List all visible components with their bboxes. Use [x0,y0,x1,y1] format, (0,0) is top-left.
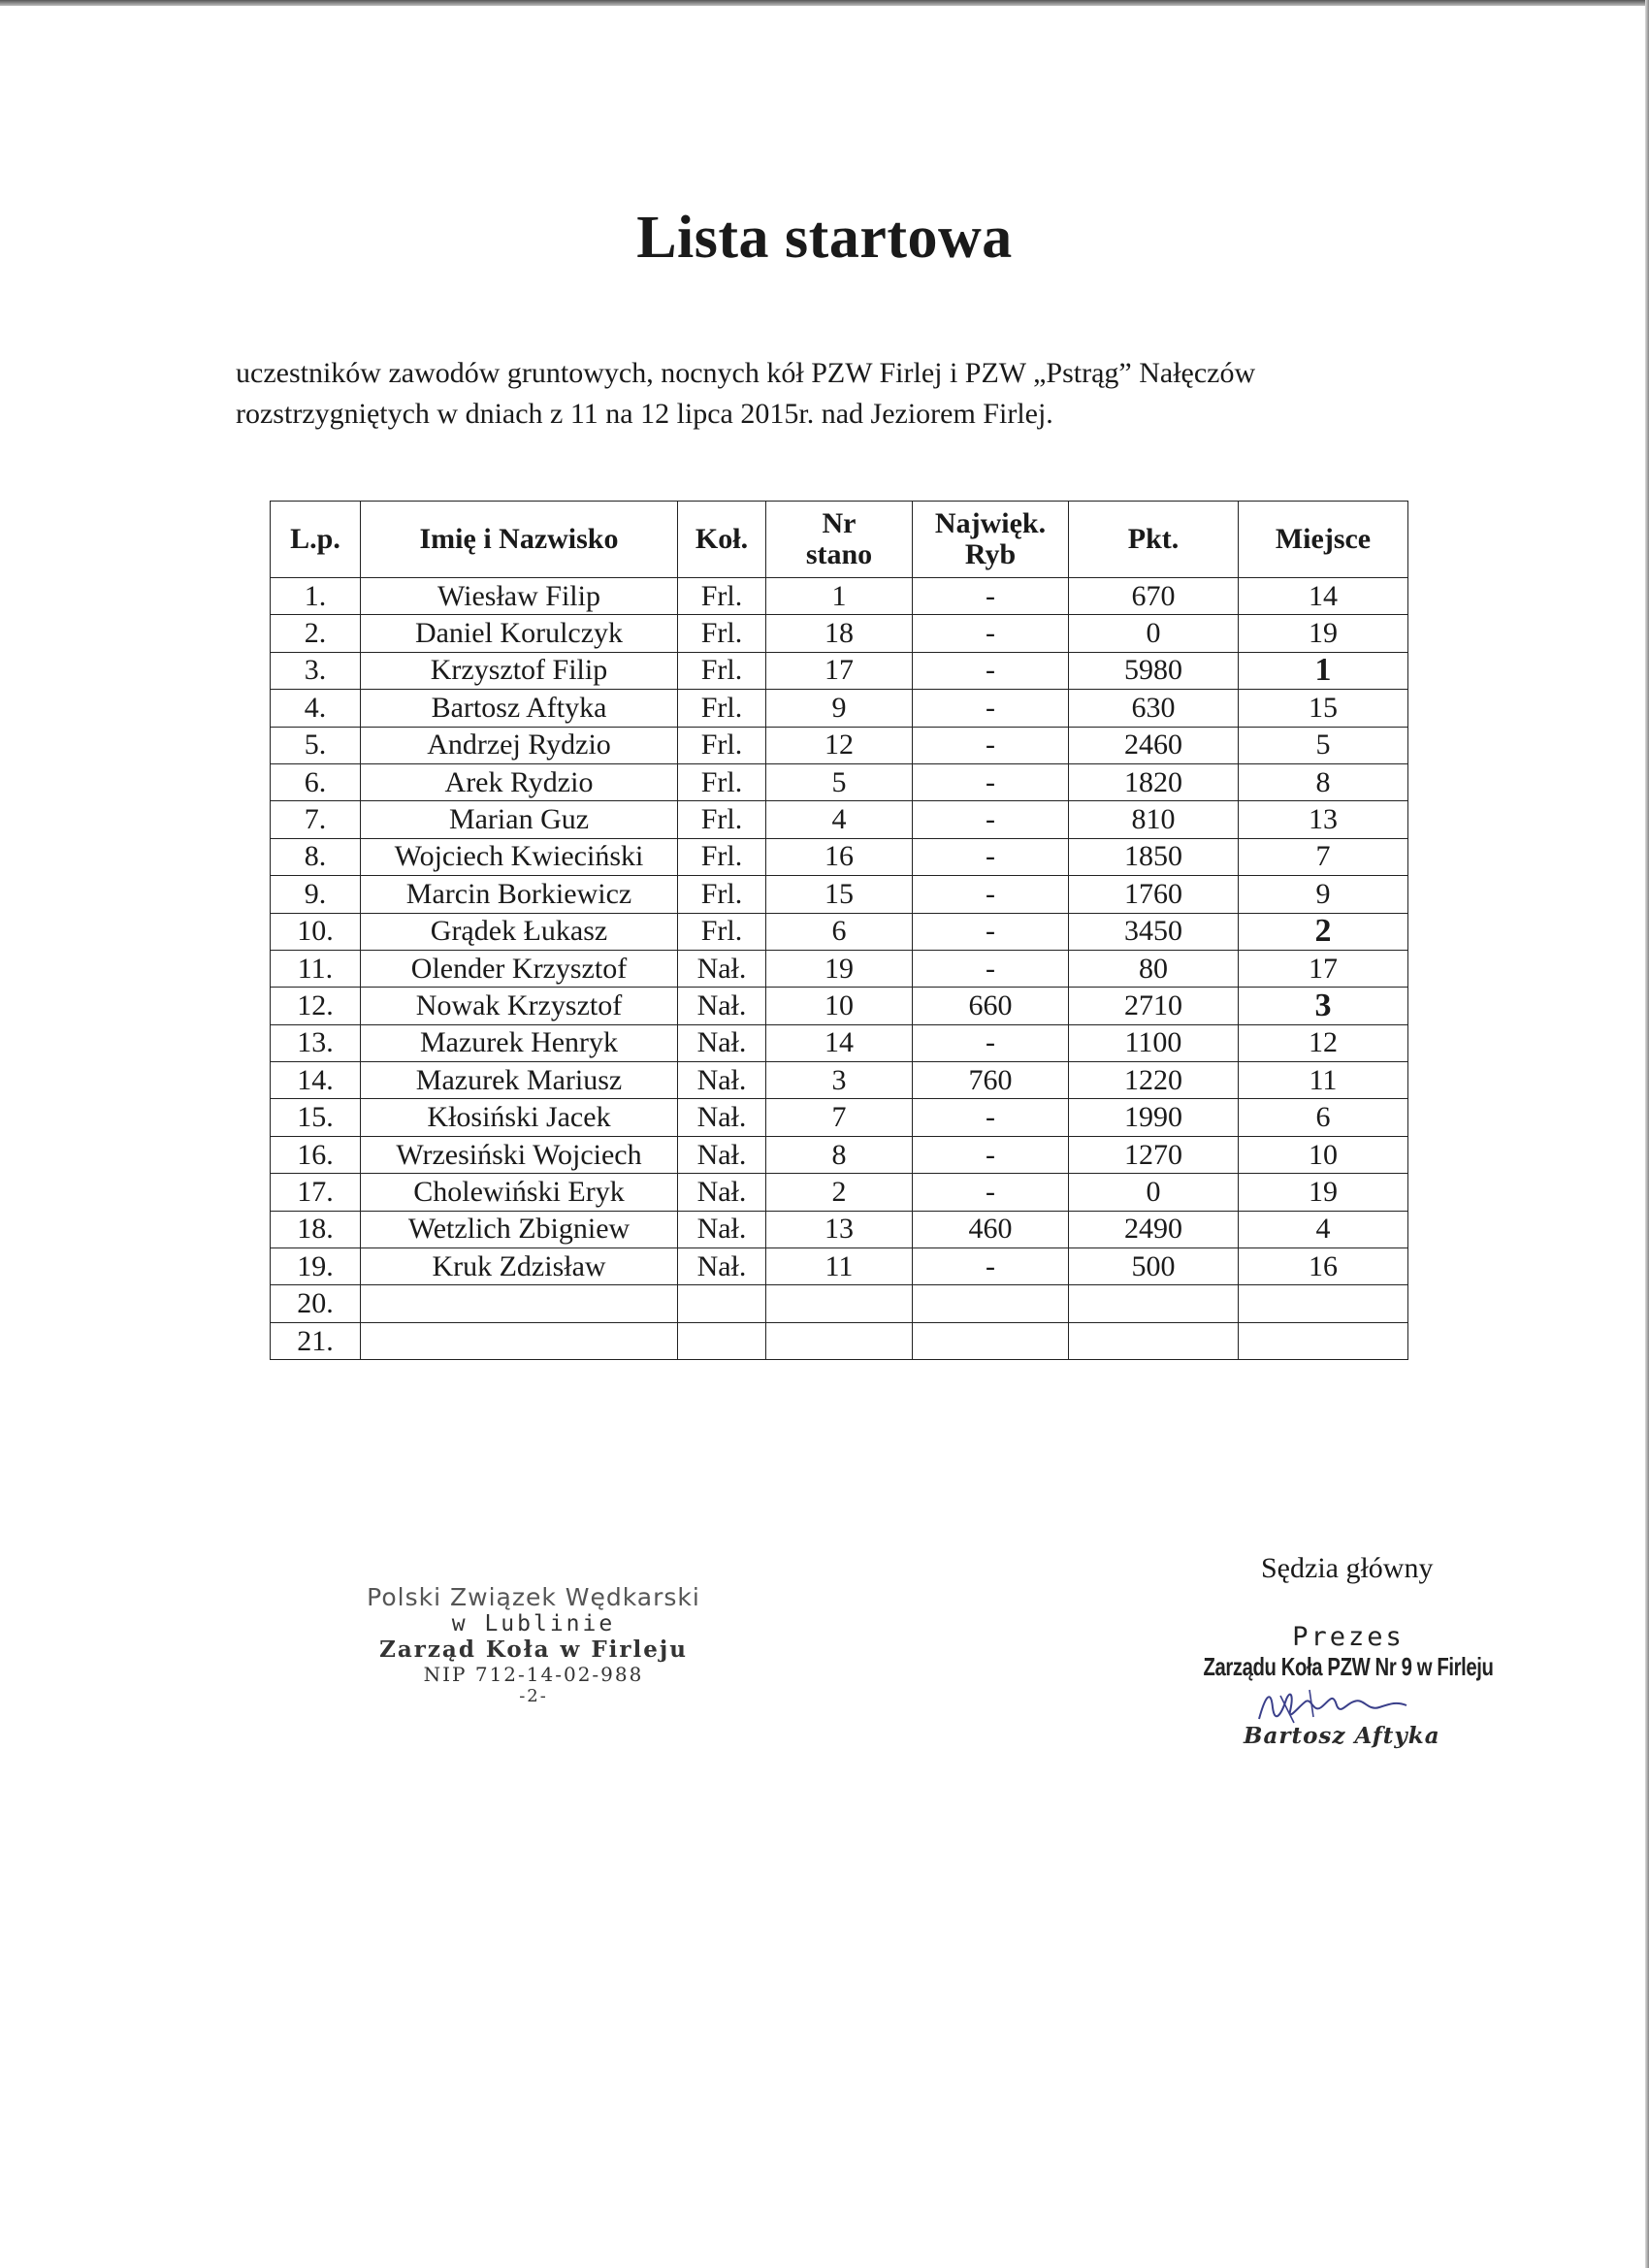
cell-nr [766,1322,913,1359]
table-row [271,801,1408,838]
header-pkt: Pkt. [1069,502,1239,578]
cell-nr: 16 [766,838,913,875]
header-najw-line1: Najwięk. [934,507,1047,539]
cell-miejsce: 4 [1239,1211,1408,1247]
cell-kol: Nał. [678,950,766,987]
cell-miejsce: 6 [1239,1099,1408,1136]
table-row [271,652,1408,689]
cell-lp: 12. [271,988,361,1024]
cell-nr: 10 [766,988,913,1024]
cell-name: Olender Krzysztof [361,950,678,987]
cell-pkt: 670 [1069,578,1239,615]
cell-najw: - [913,1248,1069,1285]
cell-lp: 11. [271,950,361,987]
cell-name [361,1322,678,1359]
cell-pkt: 1820 [1069,763,1239,800]
cell-kol: Frl. [678,801,766,838]
cell-nr [766,1285,913,1322]
cell-lp: 8. [271,838,361,875]
cell-miejsce: 10 [1239,1136,1408,1173]
cell-najw: - [913,578,1069,615]
cell-nr: 5 [766,763,913,800]
cell-najw: 760 [913,1062,1069,1099]
header-najwiek-ryb [913,502,1069,578]
table-row [271,838,1408,875]
cell-nr: 18 [766,615,913,652]
cell-kol: Nał. [678,1099,766,1136]
cell-pkt: 630 [1069,690,1239,727]
cell-miejsce: 19 [1239,1174,1408,1211]
cell-lp: 4. [271,690,361,727]
cell-lp: 9. [271,876,361,913]
cell-name: Wojciech Kwieciński [361,838,678,875]
cell-nr: 2 [766,1174,913,1211]
cell-name: Marcin Borkiewicz [361,876,678,913]
cell-kol: Nał. [678,1136,766,1173]
president-stamp-title: Prezes [1292,1622,1405,1652]
scan-top-edge [0,0,1649,6]
table-row [271,1099,1408,1136]
cell-miejsce: 14 [1239,578,1408,615]
cell-nr: 9 [766,690,913,727]
table-row [271,1062,1408,1099]
table-row [271,615,1408,652]
cell-nr: 7 [766,1099,913,1136]
cell-lp: 10. [271,913,361,950]
intro-line-1: uczestników zawodów gruntowych, nocnych kół PZW Firlej i PZW „Pstrąg” Nałęczów [236,357,1256,389]
cell-pkt [1069,1322,1239,1359]
cell-najw [913,1322,1069,1359]
header-name: Imię i Nazwisko [361,502,678,578]
cell-kol: Frl. [678,652,766,689]
table-row [271,950,1408,987]
results-table [270,501,1408,1360]
cell-nr: 13 [766,1211,913,1247]
cell-najw [913,1285,1069,1322]
cell-name: Cholewiński Eryk [361,1174,678,1211]
cell-najw: - [913,1174,1069,1211]
cell-lp: 15. [271,1099,361,1136]
table-row [271,690,1408,727]
cell-kol: Frl. [678,913,766,950]
cell-miejsce: 7 [1239,838,1408,875]
cell-kol: Frl. [678,876,766,913]
cell-nr: 14 [766,1024,913,1061]
cell-pkt: 3450 [1069,913,1239,950]
cell-nr: 11 [766,1248,913,1285]
cell-name: Kłosiński Jacek [361,1099,678,1136]
document-intro [236,353,1458,435]
table-row [271,876,1408,913]
cell-najw: 460 [913,1211,1069,1247]
cell-miejsce: 5 [1239,727,1408,763]
club-stamp-line-2: w Lublinie [451,1611,616,1636]
cell-nr: 6 [766,913,913,950]
club-stamp-line-5: -2- [519,1686,548,1706]
cell-lp: 13. [271,1024,361,1061]
judge-label: Sędzia główny [1261,1552,1434,1584]
cell-miejsce: 11 [1239,1062,1408,1099]
cell-kol: Nał. [678,1062,766,1099]
cell-name: Daniel Korulczyk [361,615,678,652]
cell-miejsce [1239,1285,1408,1322]
cell-name [361,1285,678,1322]
cell-najw: - [913,801,1069,838]
cell-kol: Frl. [678,763,766,800]
cell-najw: - [913,652,1069,689]
cell-name: Arek Rydzio [361,763,678,800]
cell-miejsce: 8 [1239,763,1408,800]
cell-najw: - [913,615,1069,652]
cell-nr: 1 [766,578,913,615]
cell-lp: 5. [271,727,361,763]
cell-najw: - [913,838,1069,875]
cell-name: Andrzej Rydzio [361,727,678,763]
cell-name: Wetzlich Zbigniew [361,1211,678,1247]
cell-lp: 20. [271,1285,361,1322]
cell-nr: 19 [766,950,913,987]
cell-pkt: 2490 [1069,1211,1239,1247]
cell-lp: 1. [271,578,361,615]
cell-najw: - [913,913,1069,950]
cell-miejsce: 9 [1239,876,1408,913]
cell-najw: - [913,1099,1069,1136]
cell-lp: 16. [271,1136,361,1173]
table-row [271,763,1408,800]
table-row [271,727,1408,763]
table-row [271,913,1408,950]
cell-miejsce: 12 [1239,1024,1408,1061]
cell-lp: 19. [271,1248,361,1285]
cell-name: Wrzesiński Wojciech [361,1136,678,1173]
table-row [271,988,1408,1024]
cell-najw: - [913,1024,1069,1061]
cell-pkt: 5980 [1069,652,1239,689]
header-lp: L.p. [271,502,361,578]
cell-pkt: 810 [1069,801,1239,838]
cell-name: Mazurek Henryk [361,1024,678,1061]
president-name: Bartosz Aftyka [1244,1723,1440,1749]
cell-miejsce: 3 [1239,988,1408,1024]
club-stamp-nip: NIP 712-14-02-988 [423,1663,644,1686]
cell-najw: - [913,950,1069,987]
cell-najw: - [913,1136,1069,1173]
header-miejsce: Miejsce [1239,502,1408,578]
cell-name: Marian Guz [361,801,678,838]
club-stamp [320,1583,747,1706]
cell-nr: 17 [766,652,913,689]
club-stamp-line-1: Polski Związek Wędkarski [367,1583,700,1611]
cell-miejsce [1239,1322,1408,1359]
cell-name: Bartosz Aftyka [361,690,678,727]
cell-nr: 15 [766,876,913,913]
cell-nr: 4 [766,801,913,838]
header-najw-line2: Ryb [964,538,1017,570]
table-row [271,1211,1408,1247]
cell-pkt: 1990 [1069,1099,1239,1136]
cell-name: Krzysztof Filip [361,652,678,689]
cell-kol: Nał. [678,1248,766,1285]
cell-najw: - [913,876,1069,913]
header-kol: Koł. [678,502,766,578]
cell-pkt: 2710 [1069,988,1239,1024]
cell-najw: 660 [913,988,1069,1024]
cell-lp: 3. [271,652,361,689]
table-row [271,1322,1408,1359]
table-row [271,1136,1408,1173]
cell-najw: - [913,727,1069,763]
cell-lp: 14. [271,1062,361,1099]
cell-nr: 8 [766,1136,913,1173]
cell-najw: - [913,763,1069,800]
table-header-row [271,502,1408,578]
header-nr-line2: stano [805,538,873,570]
cell-pkt: 1760 [1069,876,1239,913]
table-row [271,578,1408,615]
cell-pkt: 1220 [1069,1062,1239,1099]
cell-miejsce: 2 [1239,913,1408,950]
cell-pkt: 2460 [1069,727,1239,763]
president-stamp-org: Zarządu Koła PZW Nr 9 w Firleju [1203,1652,1494,1681]
cell-pkt: 80 [1069,950,1239,987]
cell-name: Nowak Krzysztof [361,988,678,1024]
cell-kol: Nał. [678,1211,766,1247]
cell-miejsce: 16 [1239,1248,1408,1285]
table-body [271,578,1408,1360]
cell-lp: 18. [271,1211,361,1247]
cell-pkt: 0 [1069,1174,1239,1211]
cell-name: Wiesław Filip [361,578,678,615]
cell-kol: Nał. [678,988,766,1024]
cell-nr: 12 [766,727,913,763]
cell-name: Grądek Łukasz [361,913,678,950]
cell-pkt: 1270 [1069,1136,1239,1173]
scan-right-edge [1645,0,1649,2268]
cell-najw: - [913,690,1069,727]
cell-pkt [1069,1285,1239,1322]
table-row [271,1024,1408,1061]
intro-line-2: rozstrzygniętych w dniach z 11 na 12 lipca 2015r. nad Jeziorem Firlej. [236,398,1053,430]
document-title: Lista startowa [636,205,1013,271]
cell-kol: Frl. [678,615,766,652]
cell-lp: 17. [271,1174,361,1211]
president-stamp [1159,1622,1537,1682]
cell-pkt: 500 [1069,1248,1239,1285]
cell-kol: Nał. [678,1174,766,1211]
cell-kol: Frl. [678,578,766,615]
header-nr-stano [766,502,913,578]
cell-miejsce: 15 [1239,690,1408,727]
header-nr-line1: Nr [822,507,857,539]
cell-pkt: 0 [1069,615,1239,652]
table-row [271,1285,1408,1322]
cell-kol: Frl. [678,727,766,763]
table-row [271,1174,1408,1211]
cell-lp: 21. [271,1322,361,1359]
cell-lp: 2. [271,615,361,652]
cell-miejsce: 17 [1239,950,1408,987]
cell-pkt: 1850 [1069,838,1239,875]
cell-nr: 3 [766,1062,913,1099]
cell-miejsce: 19 [1239,615,1408,652]
cell-pkt: 1100 [1069,1024,1239,1061]
cell-lp: 6. [271,763,361,800]
cell-kol [678,1285,766,1322]
cell-miejsce: 13 [1239,801,1408,838]
cell-kol: Frl. [678,690,766,727]
cell-kol: Nał. [678,1024,766,1061]
cell-lp: 7. [271,801,361,838]
cell-miejsce: 1 [1239,652,1408,689]
cell-kol [678,1322,766,1359]
cell-kol: Frl. [678,838,766,875]
table-row [271,1248,1408,1285]
cell-name: Kruk Zdzisław [361,1248,678,1285]
club-stamp-line-3: Zarząd Koła w Firleju [379,1636,688,1663]
cell-name: Mazurek Mariusz [361,1062,678,1099]
